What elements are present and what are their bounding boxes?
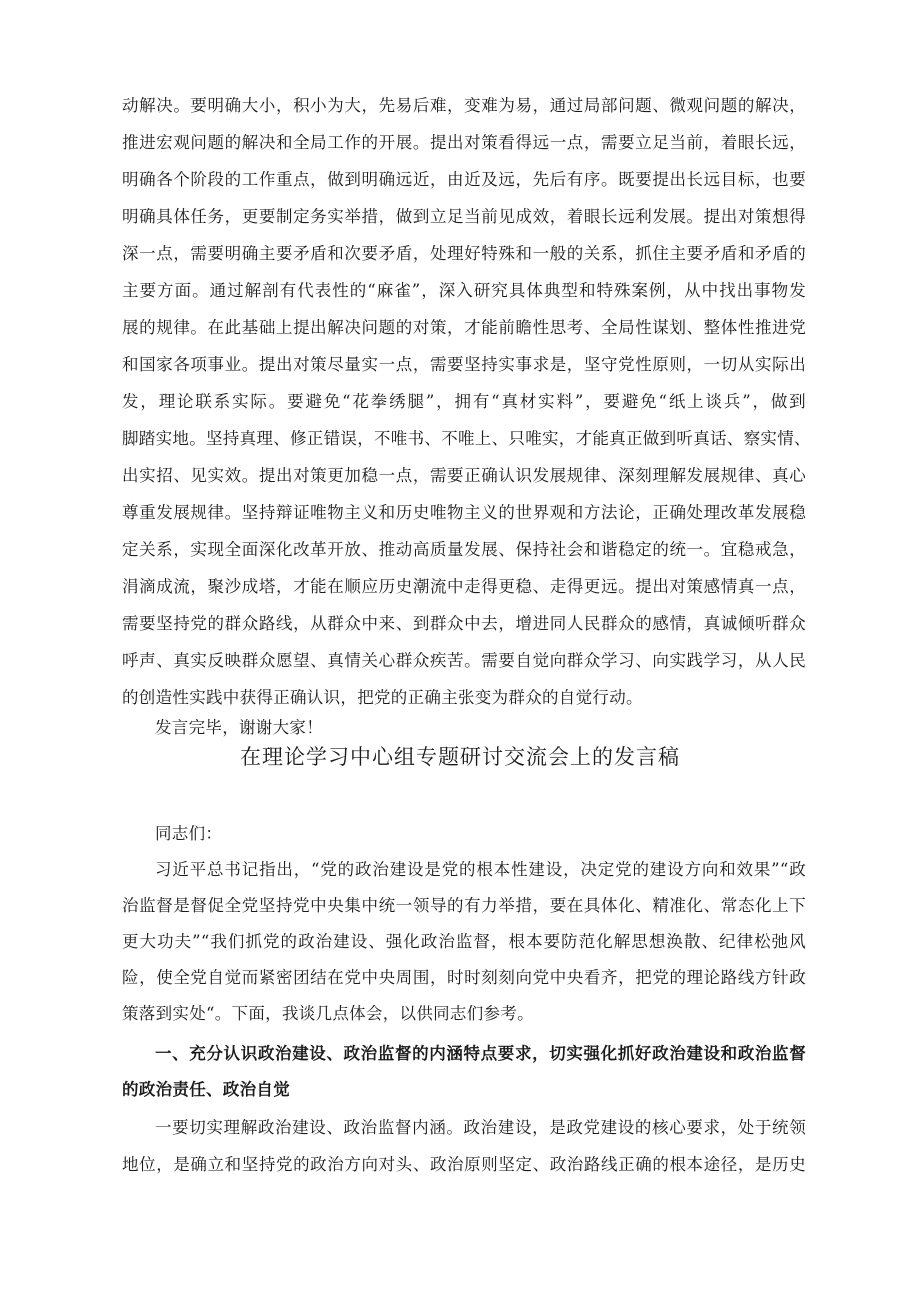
- text-line: 发，理论联系实际。要避免“花拳绣腿”，拥有“真材实料”，要避免“纸上谈兵”，做到: [122, 392, 806, 411]
- text-line: 定关系，实现全面深化改革开放、推动高质量发展、保持社会和谐稳定的统一。宜稳戒急，: [122, 540, 806, 559]
- text-line: 深一点，需要明确主要矛盾和次要矛盾，处理好特殊和一般的关系，抓住主要矛盾和矛盾的: [122, 244, 806, 263]
- salutation: 同志们：: [155, 824, 223, 843]
- text-line: 更大功夫”“我们抓党的政治建设、强化政治监督，根本要防范化解思想涣散、纪律松弛风: [122, 932, 806, 951]
- text-line: 习近平总书记指出，“党的政治建设是党的根本性建设，决定党的建设方向和效果”“政: [155, 860, 806, 879]
- text-line: 出实招、见实效。提出对策更加稳一点，需要正确认识发展规律、深刻理解发展规律、真心: [122, 466, 806, 485]
- text-line: 险，使全党自觉而紧密团结在党中央周围，时时刻刻向党中央看齐，把党的理论路线方针政: [122, 968, 806, 987]
- text-line: 呼声、真实反映群众愿望、真情关心群众疾苦。需要自觉向群众学习、向实践学习，从人民: [122, 651, 806, 670]
- text-line: 脚踏实地。坚持真理、修正错误，不唯书、不唯上、只唯实，才能真正做到听真话、察实情、: [122, 429, 811, 448]
- heading-line: 的政治责任、政治自觉: [122, 1080, 290, 1099]
- text-line: 尊重发展规律。坚持辩证唯物主义和历史唯物主义的世界观和方法论，正确处理改革发展稳: [122, 503, 806, 522]
- text-line: 动解决。要明确大小，积小为大，先易后难，变难为易，通过局部问题、微观问题的解决，: [122, 96, 806, 115]
- closing-remark: 发言完毕，谢谢大家！: [155, 718, 323, 737]
- text-line: 的创造性实践中获得正确认识，把党的正确主张变为群众的自觉行动。: [122, 688, 643, 707]
- text-line: 推进宏观问题的解决和全局工作的开展。提出对策看得远一点，需要立足当前，着眼长远，: [122, 133, 806, 152]
- text-line: 明确具体任务，更要制定务实举措，做到立足当前见成效，着眼长远利发展。提出对策想得: [122, 207, 806, 226]
- text-line: 需要坚持党的群众路线，从群众中来、到群众中去，增进同人民群众的感情，真诚倾听群众: [122, 614, 806, 633]
- text-line: 一要切实理解政治建设、政治监督内涵。政治建设，是政党建设的核心要求，处于统领: [155, 1118, 806, 1137]
- document-title: 在理论学习中心组专题研讨交流会上的发言稿: [240, 745, 680, 769]
- text-line: 策落到实处“。下面，我谈几点体会，以供同志们参考。: [122, 1004, 534, 1023]
- text-line: 和国家各项事业。提出对策尽量实一点，需要坚持实事求是，坚守党性原则，一切从实际出: [122, 355, 806, 374]
- heading-line: 一、充分认识政治建设、政治监督的内涵特点要求，切实强化抓好政治建设和政治监督: [155, 1044, 806, 1063]
- text-line: 地位，是确立和坚持党的政治方向对头、政治原则坚定、政治路线正确的根本途径，是历史: [122, 1155, 806, 1174]
- text-line: 治监督是督促全党坚持党中央集中统一领导的有力举措，要在具体化、精准化、常态化上下: [122, 896, 806, 915]
- text-line: 主要方面。通过解剖有代表性的“麻雀”，深入研究具体典型和特殊案例，从中找出事物发: [122, 281, 806, 300]
- text-line: 涓滴成流，聚沙成塔，才能在顺应历史潮流中走得更稳、走得更远。提出对策感情真一点，: [122, 577, 806, 596]
- text-line: 明确各个阶段的工作重点，做到明确远近，由近及远，先后有序。既要提出长远目标，也要: [122, 170, 806, 189]
- text-line: 展的规律。在此基础上提出解决问题的对策，才能前瞻性思考、全局性谋划、整体性推进党: [122, 318, 806, 337]
